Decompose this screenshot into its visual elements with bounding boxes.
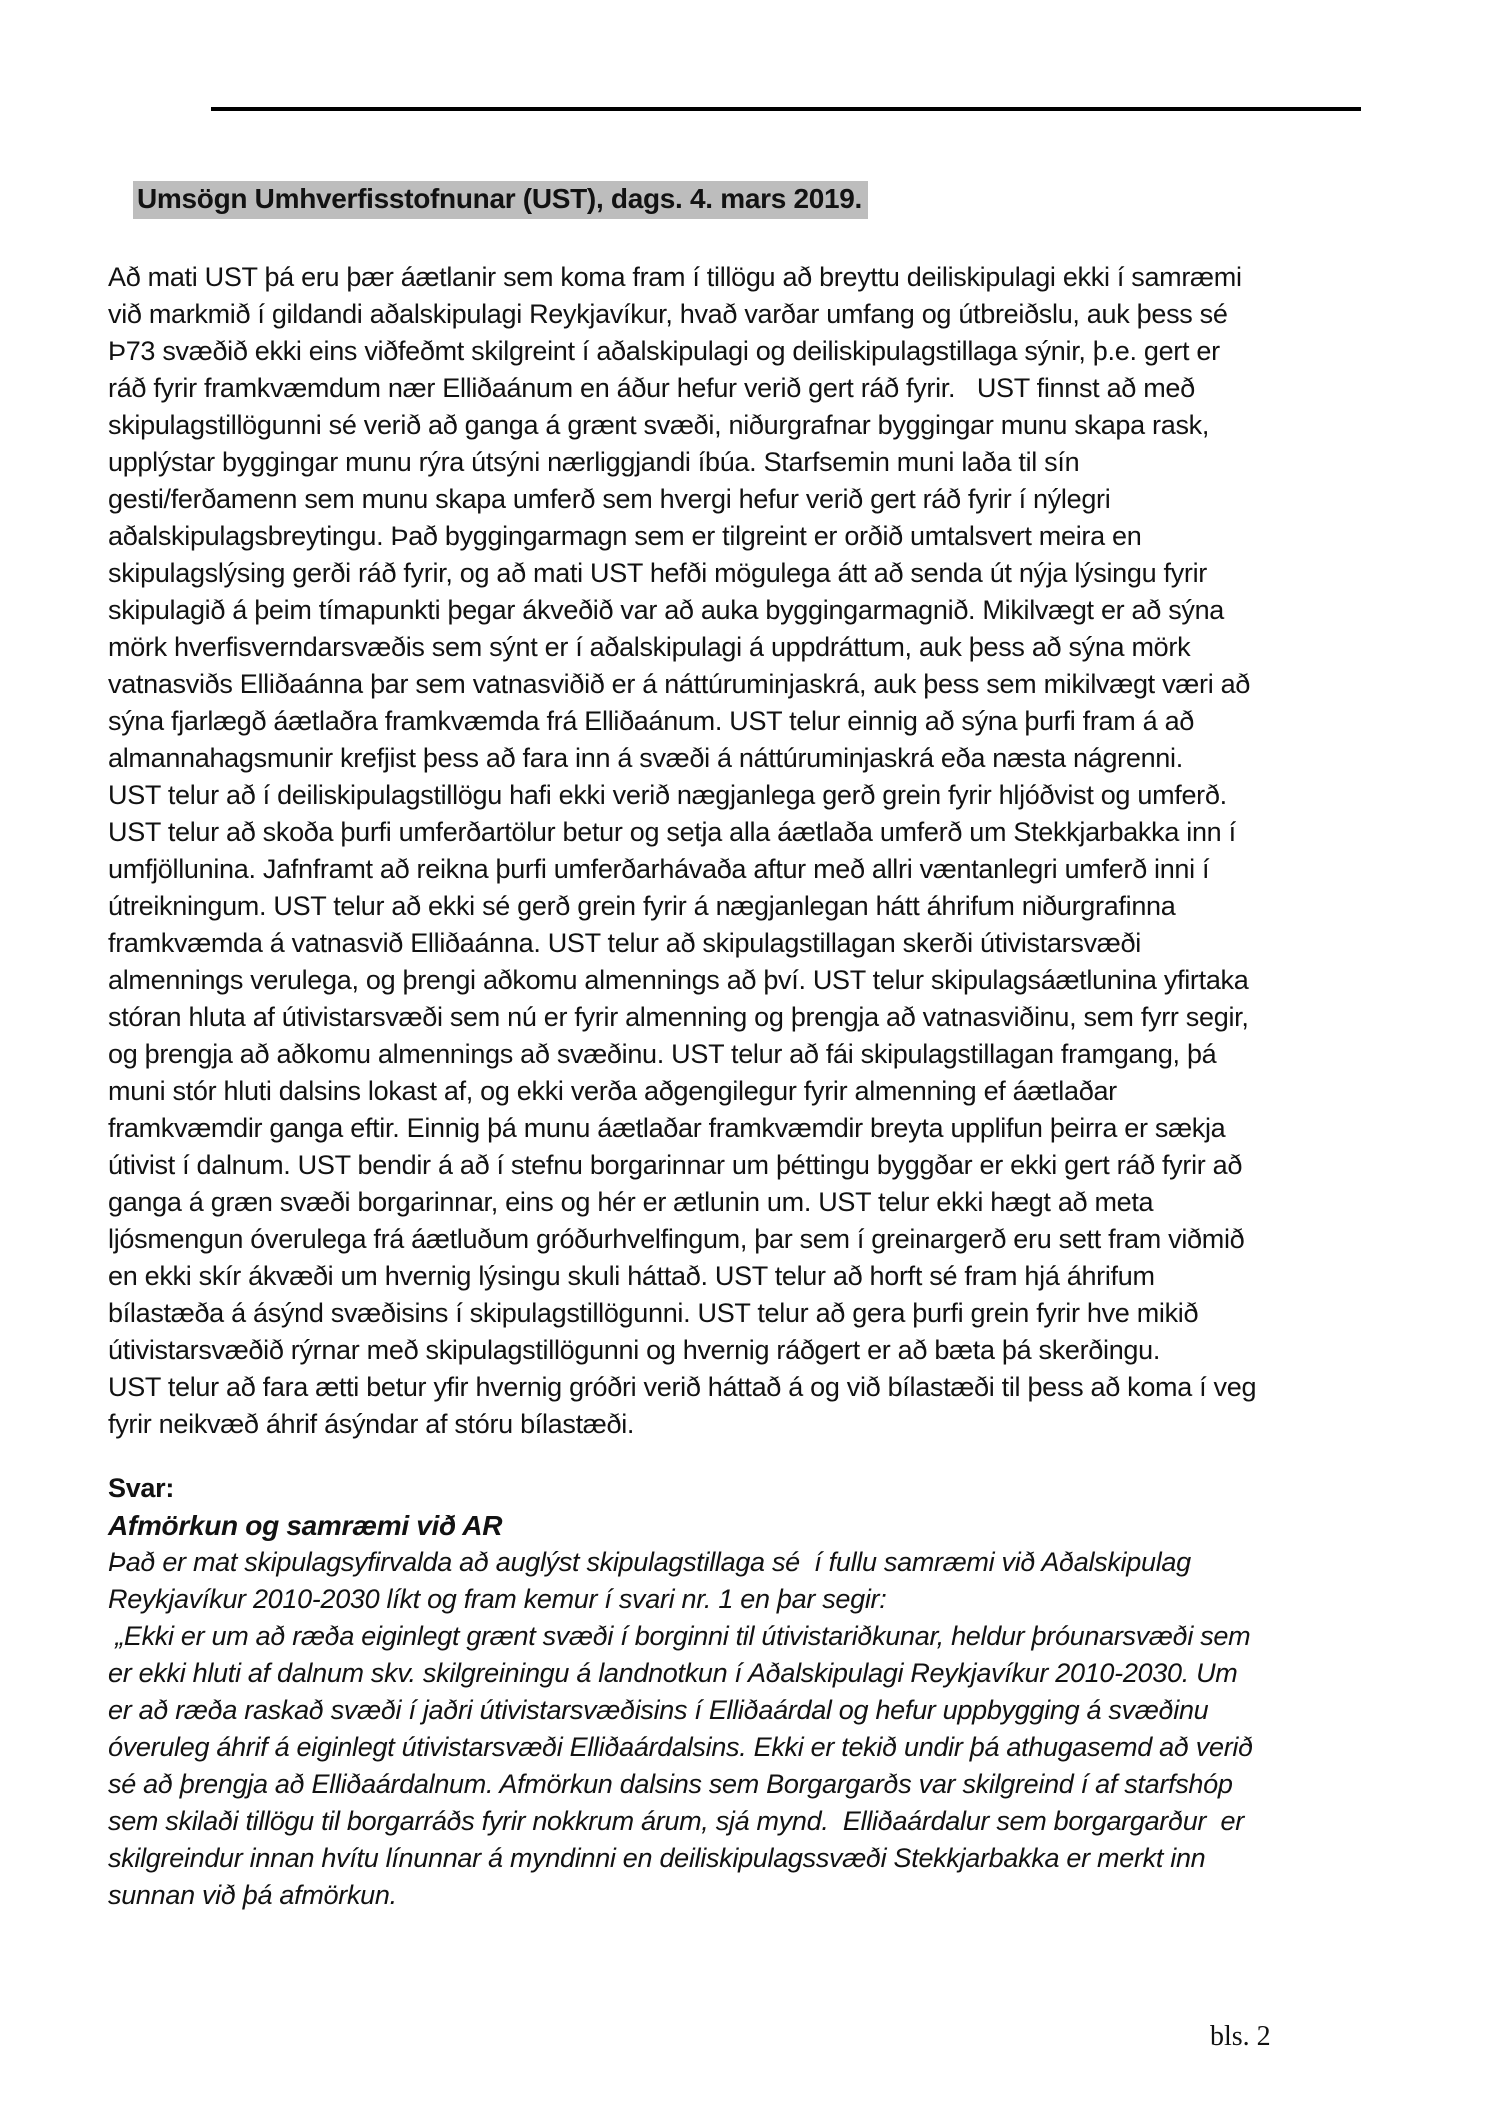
- text-line: mörk hverfisverndarsvæðis sem sýnt er í aðalskipulagi á uppdráttum, auk þess að sýna mörk: [108, 632, 1191, 662]
- document-content: [108, 259, 1420, 1914]
- text-line: almannahagsmunir krefjist þess að fara inn á svæði á náttúruminjaskrá eða næsta nágrenni.: [108, 743, 1183, 773]
- text-line: skipulagið á þeim tímapunkti þegar ákveðið var að auka byggingarmagnið. Mikilvægt er að sýna: [108, 595, 1225, 625]
- text-line: sé að þrengja að Elliðaárdalnum. Afmörkun dalsins sem Borgargarðs var skilgreind í af starfshóp: [108, 1769, 1233, 1799]
- answer-label: Svar:: [108, 1473, 175, 1503]
- text-line: Það er mat skipulagsyfirvalda að auglýst skipulagstillaga sé í fullu samræmi við Aðalskipulag: [108, 1547, 1191, 1577]
- text-line: „Ekki er um að ræða eiginlegt grænt svæði í borginni til útivistariðkunar, heldur þróunarsvæði sem: [108, 1621, 1251, 1651]
- text-line: vatnasviðs Elliðaánna þar sem vatnasviðið er á náttúruminjaskrá, auk þess sem mikilvægt væri að: [108, 669, 1251, 699]
- paragraph-spacer: [108, 1443, 1420, 1470]
- text-line: muni stór hluti dalsins lokast af, og ekki verða aðgengilegur fyrir almenning ef áætlaðar: [108, 1076, 1117, 1106]
- text-line: Að mati UST þá eru þær áætlanir sem koma fram í tillögu að breyttu deiliskipulagi ekki í samræmi: [108, 262, 1242, 292]
- text-line: almennings verulega, og þrengi aðkomu almennings að því. UST telur skipulagsáætlunina yfirtaka: [108, 965, 1249, 995]
- text-line: sem skilaði tillögu til borgarráðs fyrir nokkrum árum, sjá mynd. Elliðaárdalur sem borgargarður er: [108, 1806, 1244, 1836]
- text-line: við markmið í gildandi aðalskipulagi Reykjavíkur, hvað varðar umfang og útbreiðslu, auk þess sé: [108, 299, 1228, 329]
- text-line: er að ræða raskað svæði í jaðri útivistarsvæðisins í Elliðaárdal og hefur uppbygging á svæðinu: [108, 1695, 1209, 1725]
- page-number: bls. 2: [1210, 2021, 1271, 2052]
- text-line: og þrengja að aðkomu almennings að svæðinu. UST telur að fái skipulagstillagan framgang, þá: [108, 1039, 1217, 1069]
- text-line: UST telur að í deiliskipulagstillögu hafi ekki verið nægjanlega gerð grein fyrir hljóðvist og umferð.: [108, 780, 1227, 810]
- text-line: skilgreindur innan hvítu línunnar á myndinni en deiliskipulagssvæði Stekkjarbakka er merkt inn: [108, 1843, 1206, 1873]
- text-line: bílastæða á ásýnd svæðisins í skipulagstillögunni. UST telur að gera þurfi grein fyrir hve mikið: [108, 1298, 1199, 1328]
- text-line: útivist í dalnum. UST bendir á að í stefnu borgarinnar um þéttingu byggðar er ekki gert ráð fyrir að: [108, 1150, 1243, 1180]
- text-line: UST telur að fara ætti betur yfir hvernig gróðri verið háttað á og við bílastæði til þess að koma í veg: [108, 1372, 1257, 1402]
- text-line: er ekki hluti af dalnum skv. skilgreiningu á landnotkun í Aðalskipulagi Reykjavíkur 2010-2030. Um: [108, 1658, 1238, 1688]
- section-heading: Umsögn Umhverfisstofnunar (UST), dags. 4. mars 2019.: [133, 181, 868, 219]
- text-line: útreikningum. UST telur að ekki sé gerð grein fyrir á nægjanlegan hátt áhrifum niðurgrafinna: [108, 891, 1176, 921]
- text-line: Þ73 svæðið ekki eins viðfeðmt skilgreint í aðalskipulagi og deiliskipulagstillaga sýnir, þ.e. gert er: [108, 336, 1220, 366]
- text-line: sýna fjarlægð áætlaðra framkvæmda frá Elliðaánum. UST telur einnig að sýna þurfi fram á að: [108, 706, 1195, 736]
- text-line: skipulagslýsing gerði ráð fyrir, og að mati UST hefði mögulega átt að senda út nýja lýsingu fyrir: [108, 558, 1207, 588]
- text-line: upplýstar byggingar munu rýra útsýni nærliggjandi íbúa. Starfsemin muni laða til sín: [108, 447, 1080, 477]
- text-line: ráð fyrir framkvæmdum nær Elliðaánum en áður hefur verið gert ráð fyrir. UST finnst að með: [108, 373, 1195, 403]
- text-line: aðalskipulagsbreytingu. Það byggingarmagn sem er tilgreint er orðið umtalsvert meira en: [108, 521, 1142, 551]
- text-line: fyrir neikvæð áhrif ásýndar af stóru bílastæði.: [108, 1409, 635, 1439]
- text-line: framkvæmdir ganga eftir. Einnig þá munu áætlaðar framkvæmdir breyta upplifun þeirra er sækja: [108, 1113, 1226, 1143]
- text-line: óveruleg áhrif á eiginlegt útivistarsvæði Elliðaárdalsins. Ekki er tekið undir þá athugasemd að verið: [108, 1732, 1253, 1762]
- text-line: gesti/ferðamenn sem munu skapa umferð sem hvergi hefur verið gert ráð fyrir í nýlegri: [108, 484, 1111, 514]
- text-line: útivistarsvæðið rýrnar með skipulagstillögunni og hvernig ráðgert er að bæta þá skerðingu.: [108, 1335, 1161, 1365]
- text-line: sunnan við þá afmörkun.: [108, 1880, 397, 1910]
- body-paragraph: [108, 259, 1420, 1443]
- text-line: ljósmengun óverulega frá áætluðum gróðurhvelfingum, þar sem í greinargerð eru sett fram viðmið: [108, 1224, 1245, 1254]
- text-line: ganga á græn svæði borgarinnar, eins og hér er ætlunin um. UST telur ekki hægt að meta: [108, 1187, 1154, 1217]
- header-rule: [211, 107, 1361, 111]
- answer-paragraph: [108, 1544, 1420, 1914]
- text-line: stóran hluta af útivistarsvæði sem nú er fyrir almenning og þrengja að vatnasviðinu, sem fyrr segir,: [108, 1002, 1249, 1032]
- text-line: en ekki skír ákvæði um hvernig lýsingu skuli háttað. UST telur að horft sé fram hjá áhrifum: [108, 1261, 1155, 1291]
- answer-subheading: Afmörkun og samræmi við AR: [108, 1510, 503, 1541]
- text-line: Reykjavíkur 2010-2030 líkt og fram kemur í svari nr. 1 en þar segir:: [108, 1584, 887, 1614]
- text-line: skipulagstillögunni sé verið að ganga á grænt svæði, niðurgrafnar byggingar munu skapa rask,: [108, 410, 1210, 440]
- text-line: UST telur að skoða þurfi umferðartölur betur og setja alla áætlaða umferð um Stekkjarbakka inn í: [108, 817, 1236, 847]
- text-line: framkvæmda á vatnasvið Elliðaánna. UST telur að skipulagstillagan skerði útivistarsvæði: [108, 928, 1141, 958]
- text-line: umfjöllunina. Jafnframt að reikna þurfi umferðarhávaða aftur með allri væntanlegri umferð inni í: [108, 854, 1210, 884]
